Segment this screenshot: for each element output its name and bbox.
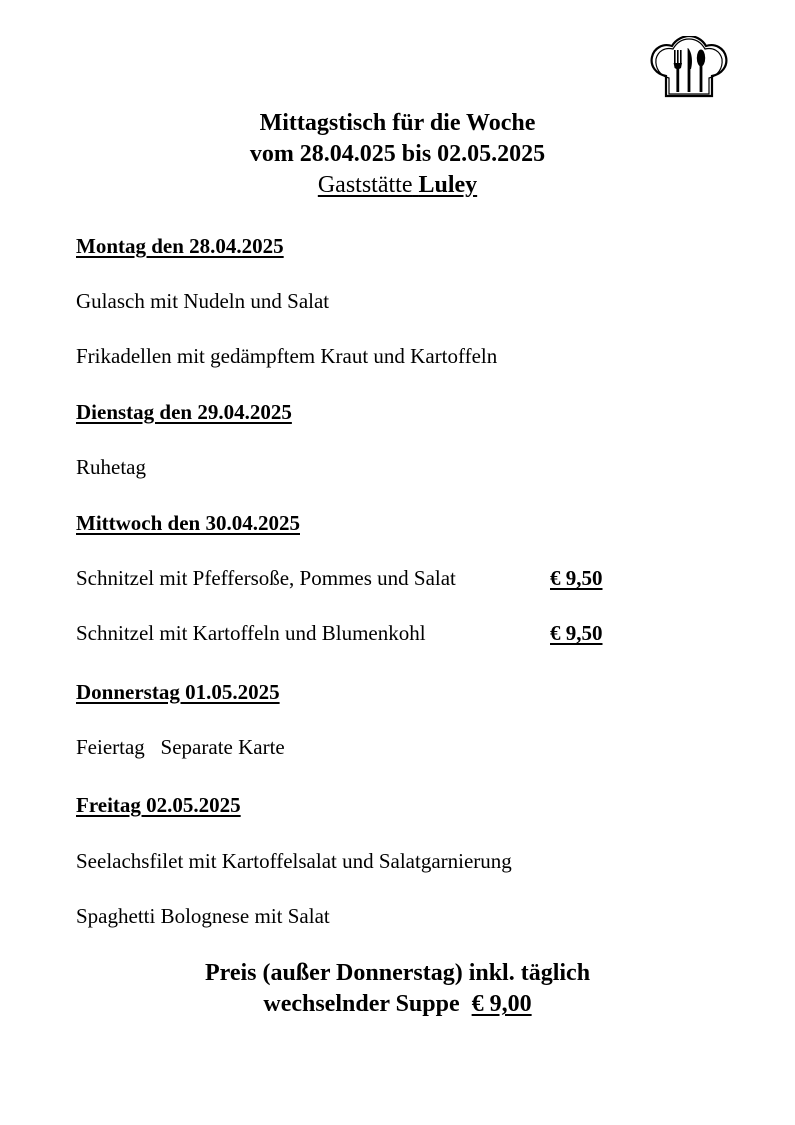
dish-item: Schnitzel mit Pfeffersoße, Pommes und Salat	[76, 566, 456, 590]
dish-price: € 9,50	[550, 566, 603, 590]
day-heading-montag: Montag den 28.04.2025	[76, 234, 284, 258]
dish-price: € 9,50	[550, 621, 603, 645]
price-note-line2	[0, 989, 795, 1020]
menu-title: Mittagstisch für die Woche	[259, 110, 536, 136]
day-heading-freitag: Freitag 02.05.2025	[76, 793, 241, 817]
price-note	[0, 958, 795, 1020]
price-note-text: wechselnder Suppe	[263, 991, 460, 1017]
dish-item: Schnitzel mit Kartoffeln und Blumenkohl	[76, 621, 426, 645]
dish-item: Gulasch mit Nudeln und Salat	[76, 289, 330, 313]
venue-name: Luley	[418, 172, 478, 198]
day-heading-mittwoch: Mittwoch den 30.04.2025	[76, 511, 300, 535]
dish-item: Frikadellen mit gedämpftem Kraut und Kartoffeln	[76, 344, 498, 368]
dish-item: Ruhetag	[76, 455, 146, 479]
menu-date-range: vom 28.04.025 bis 02.05.2025	[249, 141, 546, 167]
chef-hat-cutlery-icon	[648, 36, 730, 100]
day-heading-donnerstag: Donnerstag 01.05.2025	[76, 680, 280, 704]
venue-line	[0, 170, 795, 201]
day-heading-dienstag: Dienstag den 29.04.2025	[76, 400, 292, 424]
price-note-line1: Preis (außer Donnerstag) inkl. täglich	[204, 960, 591, 986]
dish-item: Feiertag Separate Karte	[76, 735, 285, 759]
dish-item: Seelachsfilet mit Kartoffelsalat und Salatgarnierung	[76, 849, 512, 873]
dish-item: Spaghetti Bolognese mit Salat	[76, 904, 330, 928]
menu-header	[0, 108, 795, 201]
venue-prefix: Gaststätte	[317, 172, 413, 198]
price-note-amount: € 9,00	[471, 991, 532, 1017]
